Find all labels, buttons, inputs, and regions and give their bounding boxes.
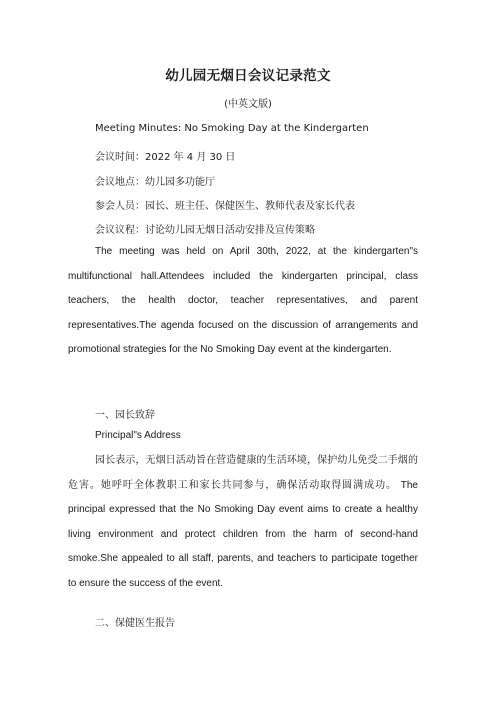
meeting-attendees: 参会人员：园长、班主任、保健医生、教师代表及家长代表 [95,201,355,212]
section1-paragraph: 园长表示，无烟日活动旨在营造健康的生活环境，保护幼儿免受二手烟的危害。她呼吁全体教职工和家长共同参与，确保活动取得圆满成功。 The principal expressed that the No Smoking Day event aims to create a healthy living environment and protect children from the harm of second-hand smoke.She appealed to all staff, parents, and teachers to participate together to ensure the success of the event. [68,455,418,589]
meeting-agenda: 会议议程：讨论幼儿园无烟日活动安排及宣传策略 [95,225,315,236]
english-heading: Meeting Minutes: No Smoking Day at the Kindergarten [95,123,369,134]
document-title: 幼儿园无烟日会议记录范文 [165,68,331,84]
section2-heading: 二、保健医生报告 [95,618,175,629]
intro-paragraph: The meeting was held on April 30th, 2022, at the kindergarten"s multifunctional hall.Attendees included the kindergarten principal, class teachers, the health doctor, teacher representatives, and parent representatives.The agenda focused on the discussion of arrangements and promotional strategies for the No Smoking Day event at the kindergarten. [68,246,418,355]
document-subtitle: (中英文版) [224,99,272,110]
meeting-location: 会议地点：幼儿园多功能厅 [95,177,215,188]
section1-subheading: Principal"s Address [95,430,181,441]
section1-heading: 一、园长致辞 [95,410,155,421]
meeting-time: 会议时间：2022 年 4 月 30 日 [95,152,236,163]
